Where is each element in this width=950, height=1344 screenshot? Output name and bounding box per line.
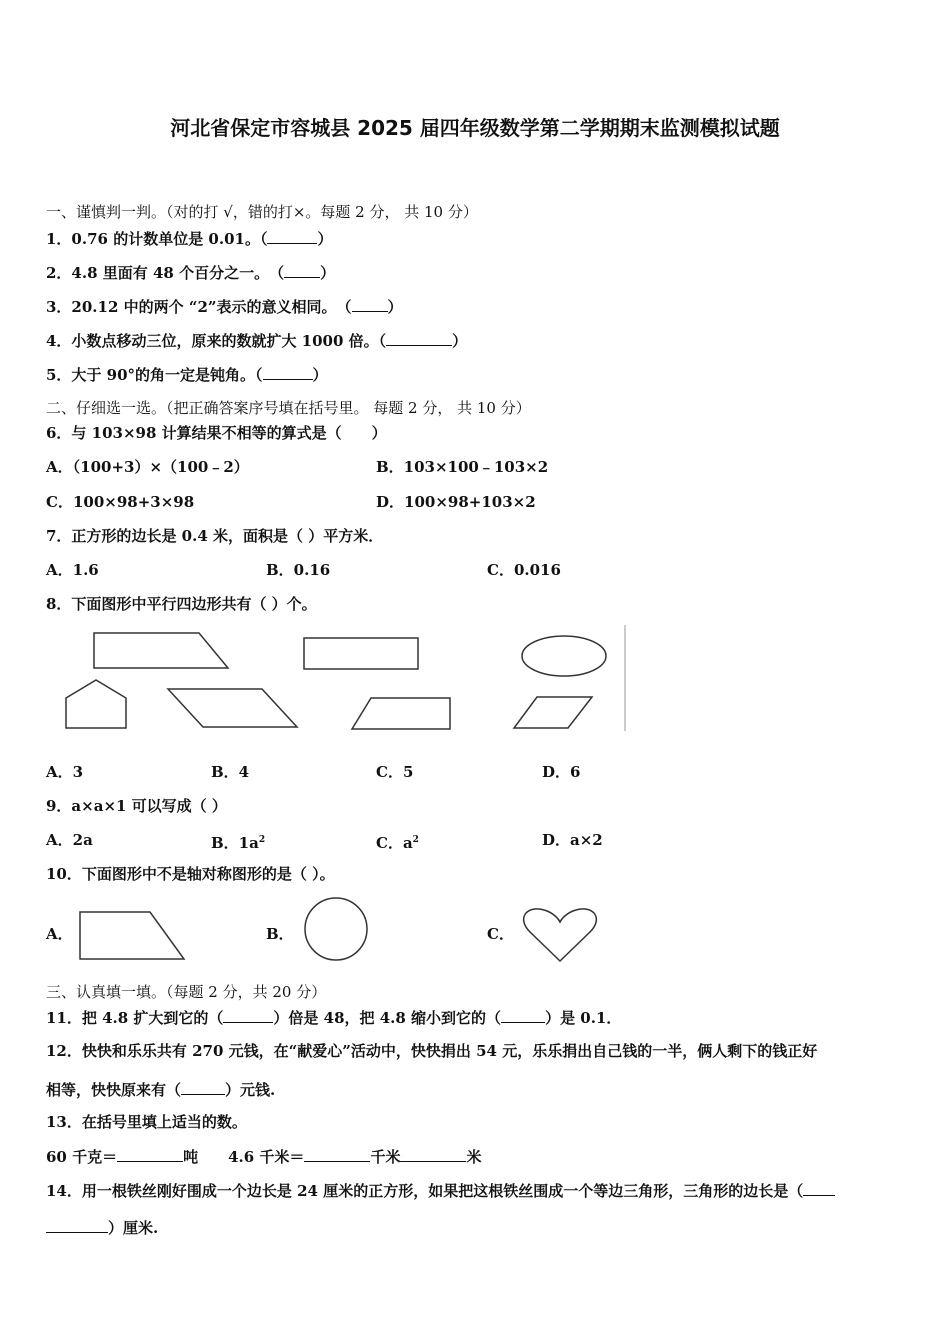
trapezoid-shape: [80, 912, 184, 959]
question-13-text-2: 吨 4.6 千米＝: [183, 1148, 305, 1166]
question-14-close: ）厘米.: [108, 1219, 159, 1237]
question-13-text-4: 米: [466, 1148, 482, 1166]
q10-option-c[interactable]: C．: [487, 925, 514, 943]
question-2-text: 2．4.8 里面有 48 个百分之一。 （: [46, 264, 285, 282]
q8-option-c[interactable]: C．5: [376, 763, 414, 781]
q9-option-c-exponent: 2: [412, 835, 419, 845]
question-11-text-2: ）倍是 48，把 4.8 缩小到它的（: [273, 1009, 502, 1027]
q6-option-b[interactable]: B．103×100﹣103×2: [376, 458, 549, 476]
question-10: 10．下面图形中不是轴对称图形的是（ ）。: [46, 865, 335, 883]
q7-option-c[interactable]: C．0.016: [487, 561, 561, 579]
question-8: 8．下面图形中平行四边形共有（ ）个。: [46, 595, 317, 613]
question-12-text: 相等，快快原来有（: [46, 1081, 182, 1099]
question-3-close: ）: [387, 298, 403, 316]
answer-blank[interactable]: [181, 1080, 225, 1095]
answer-blank[interactable]: [400, 1147, 466, 1162]
question-14-line-2: [46, 1218, 158, 1237]
q10-option-b[interactable]: B．: [266, 925, 294, 943]
q6-option-a[interactable]: A．（100+3）×（100﹣2）: [46, 458, 249, 476]
section-2-heading: 二、仔细选一选。（把正确答案序号填在括号里。 每题 2 分， 共 10 分）: [46, 399, 531, 417]
q9-option-d[interactable]: D．a×2: [542, 831, 603, 849]
question-2-close: ）: [320, 264, 336, 282]
question-6: 6．与 103×98 计算结果不相等的算式是（ ）: [46, 424, 387, 442]
question-9: 9．a×a×1 可以写成（ ）: [46, 797, 227, 815]
answer-blank[interactable]: [304, 1147, 370, 1162]
q8-option-b[interactable]: B．4: [211, 763, 250, 781]
section-1-heading: 一、谨慎判一判。（对的打 √，错的打×。每题 2 分， 共 10 分）: [46, 203, 478, 221]
q10-option-a[interactable]: A．: [46, 925, 73, 943]
question-14-line-1: [46, 1181, 835, 1200]
answer-blank[interactable]: [803, 1181, 835, 1196]
q9-option-b-exponent: 2: [258, 835, 266, 845]
q8-option-d[interactable]: D．6: [542, 763, 581, 781]
q9-option-b-text: B．1a: [211, 834, 259, 852]
q7-option-a[interactable]: A．1.6: [46, 561, 99, 579]
answer-blank[interactable]: [117, 1147, 183, 1162]
heart-shape: [524, 909, 597, 961]
question-11-text-3: ）是 0.1．: [545, 1009, 622, 1027]
q9-option-a[interactable]: A．2a: [46, 831, 93, 849]
q7-option-b[interactable]: B．0.16: [266, 561, 331, 579]
question-4-close: ）: [452, 332, 468, 350]
question-12-line-2: [46, 1080, 275, 1099]
circle-shape: [305, 898, 367, 960]
question-13: 13．在括号里填上适当的数。: [46, 1113, 247, 1131]
q6-option-c[interactable]: C．100×98+3×98: [46, 493, 195, 511]
question-12-close: ）元钱.: [225, 1081, 276, 1099]
question-1-close: ）: [317, 230, 333, 248]
section-3-heading: 三、认真填一填。（每题 2 分，共 20 分）: [46, 983, 327, 1001]
question-11: [46, 1008, 621, 1027]
question-5-text: 5．大于 90°的角一定是钝角。（: [46, 366, 263, 384]
question-1-text: 1．0.76 的计数单位是 0.01。（: [46, 230, 268, 248]
answer-blank[interactable]: [46, 1218, 108, 1233]
page-title: 河北省保定市容城县 2025 届四年级数学第二学期期末监测模拟试题: [170, 116, 780, 140]
question-13-blanks: [46, 1147, 481, 1166]
question-11-text-1: 11．把 4.8 扩大到它的（: [46, 1009, 224, 1027]
question-13-text-3: 千米: [370, 1148, 401, 1166]
q8-option-a[interactable]: A．3: [46, 763, 84, 781]
question-14-text: 14．用一根铁丝刚好围成一个边长是 24 厘米的正方形，如果把这根铁丝围成一个等边三角形，三角形的边长是（: [46, 1182, 804, 1200]
question-5-close: ）: [312, 366, 328, 384]
answer-blank[interactable]: [501, 1008, 545, 1023]
question-3-text: 3．20.12 中的两个 “2”表示的意义相同。 （: [46, 298, 352, 316]
question-4-text: 4．小数点移动三位，原来的数就扩大 1000 倍。（: [46, 332, 387, 350]
question-12-line-1: 12．快快和乐乐共有 270 元钱，在“献爱心”活动中，快快捐出 54 元，乐乐捐出自己钱的一半，俩人剩下的钱正好: [46, 1042, 818, 1060]
q6-option-d[interactable]: D．100×98+103×2: [376, 493, 536, 511]
question-7: 7．正方形的边长是 0.4 米，面积是（ ）平方米．: [46, 527, 384, 545]
q9-option-c-text: C．a: [376, 834, 413, 852]
question-13-text-1: 60 千克＝: [46, 1148, 118, 1166]
answer-blank[interactable]: [223, 1008, 273, 1023]
